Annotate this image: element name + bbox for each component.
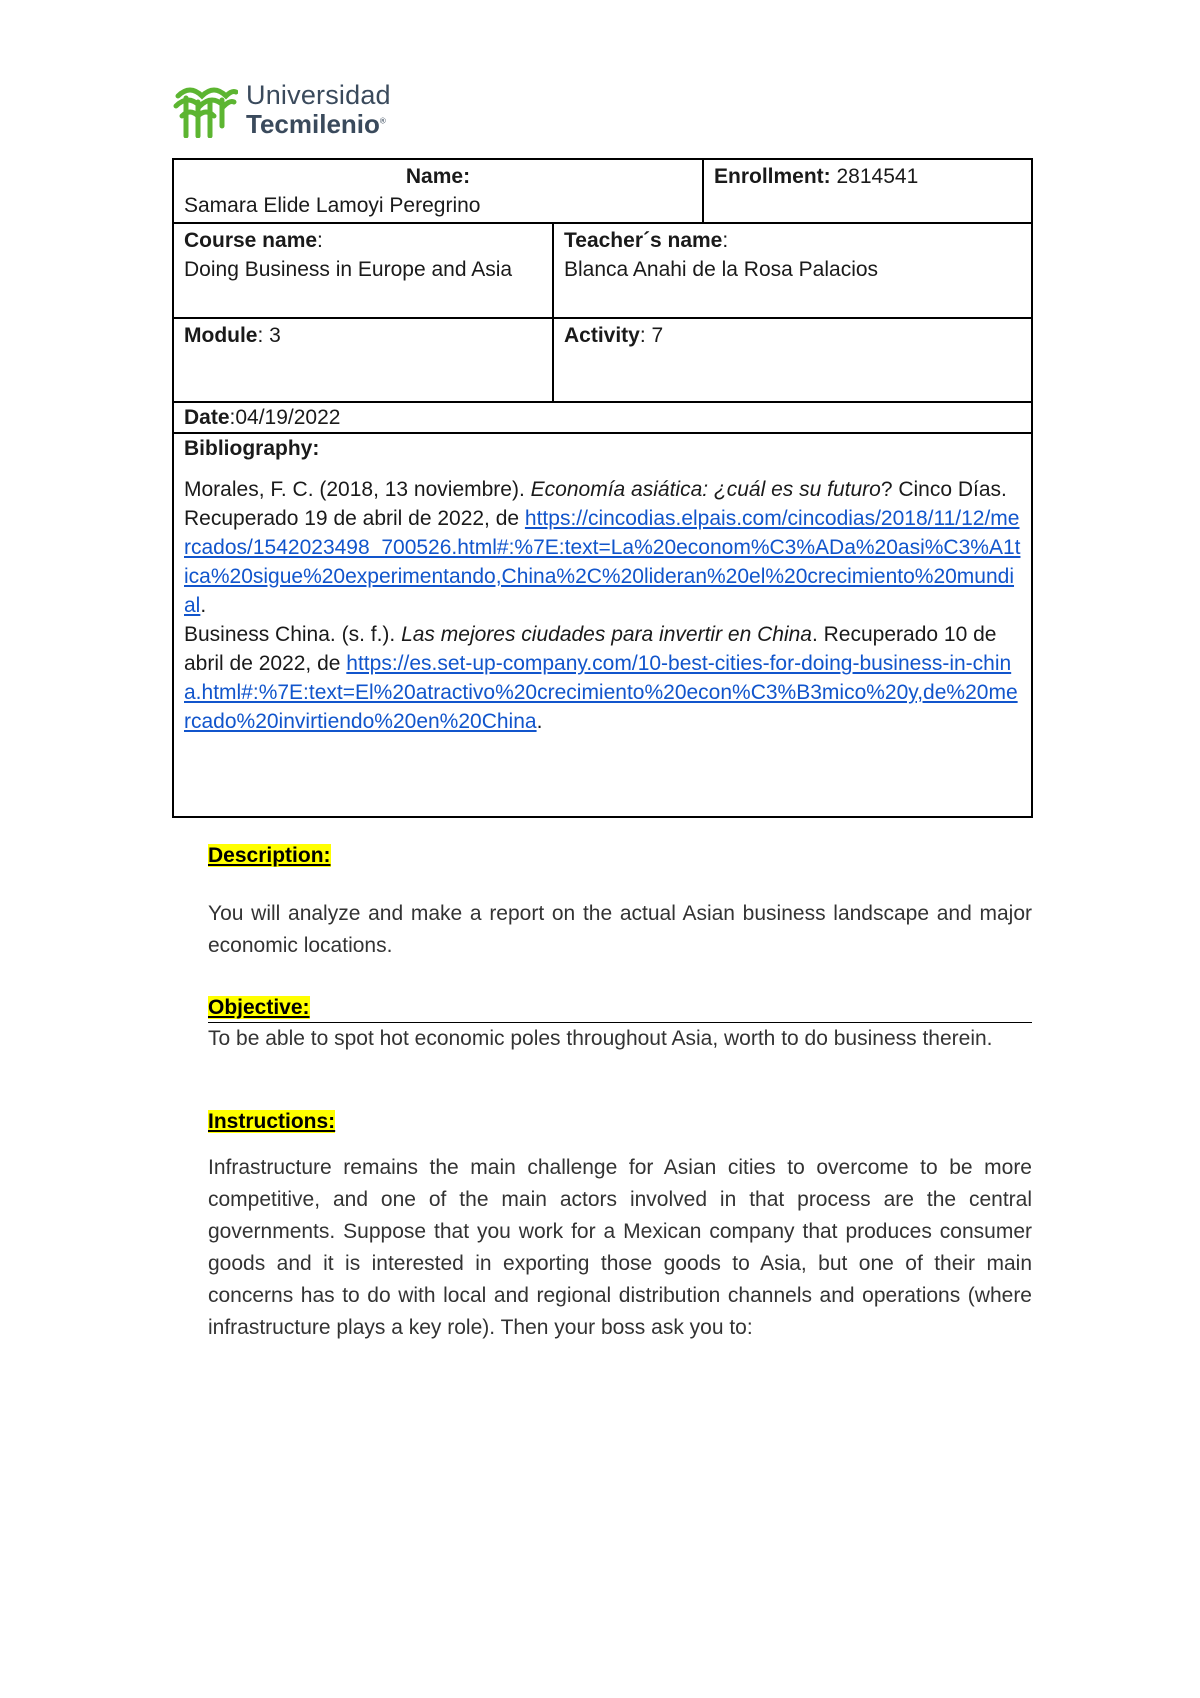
date-label: Date [184,406,230,429]
name-label: Name: [405,165,471,188]
ref2-period: . [536,710,543,733]
instructions-text: Infrastructure remains the main challenge for Asian cities to overcome to be more competitive, and one of the main actors involved in that process are the central governments. Suppose that you work for a Mexican company that produces consumer goods and it is interested in exporting those goods to Asia, but one of their main concerns has to do with local and regional distribution channels and operations (where infrastructure plays a key role). Then your boss ask you to: [208,1156,1032,1339]
activity-cell [554,319,1031,401]
ref1-source: ? Cinco Días. Recuperado 19 de abril de 2022, de [184,478,1007,530]
ref2-link[interactable]: https://es.set-up-company.com/10-best-cities-for-doing-business-in-china.html#:%7E:text=El%20atractivo%20crecimiento%20econ%C3%B3mico%20y,de%20mercado%20invirtiendo%20en%20China [184,652,1018,733]
module-cell [174,319,554,401]
objective-text: To be able to spot hot economic poles throughout Asia, worth to do business therein. [208,1027,993,1050]
teacher-colon: : [722,229,729,252]
table-row-course [174,224,1031,319]
module-value: : 3 [257,324,281,347]
course-colon: : [317,229,323,252]
description-text: You will analyze and make a report on the actual Asian business landscape and major economic locations. [208,902,1032,957]
enrollment-value: 2814541 [830,165,919,188]
teacher-value: Blanca Anahi de la Rosa Palacios [564,258,879,281]
date-cell [174,403,1031,432]
instructions-section [208,1106,1032,1344]
table-row-bibliography [174,434,1031,816]
ref2-title: Las mejores ciudades para invertir en China [401,623,812,646]
logo-line-tecmilenio [246,111,391,137]
objective-heading: Objective: [208,996,310,1019]
activity-label: Activity [564,324,640,347]
course-value: Doing Business in Europe and Asia [184,258,513,281]
table-row-name [174,160,1031,224]
bibliography-entry-business-china [184,620,1021,736]
objective-section [208,994,1032,1055]
ref1-period: . [200,594,207,617]
ref2-author: Business China. (s. f.). [184,623,402,646]
instructions-heading: Instructions: [208,1110,336,1133]
table-row-module [174,319,1031,403]
enrollment-label: Enrollment: [714,165,831,188]
teacher-label: Teacher´s name [564,229,723,252]
description-heading: Description: [208,844,331,867]
tecmilenio-leaf-icon [172,76,238,138]
registered-mark: ® [379,116,386,126]
logo-tecmilenio-text: Tecmilenio [246,109,380,139]
bibliography-entry-morales [184,475,1021,620]
table-row-date [174,403,1031,434]
course-label: Course name [184,229,318,252]
ref1-title: Economía asiática: ¿cuál es su futuro [530,478,881,501]
bibliography-label: Bibliography: [184,437,320,460]
description-section [208,840,1032,962]
teacher-cell [554,224,1031,317]
student-info-table [172,158,1033,818]
name-value: Samara Elide Lamoyi Peregrino [184,194,481,217]
enrollment-cell [704,160,1031,222]
ref2-source: . Recuperado 10 de abril de 2022, de [184,623,997,675]
name-cell [174,160,704,222]
activity-value: : 7 [639,324,664,347]
date-value: :04/19/2022 [229,406,341,429]
logo-line-universidad: Universidad [246,80,391,110]
ref1-link[interactable]: https://cincodias.elpais.com/cincodias/2018/11/12/mercados/1542023498_700526.html#:%7E:text=La%20econom%C3%ADa%20asi%C3%A1tica%20sigue%20experimentando,China%2C%20lideran%20el%20crecimiento%20mundial [184,507,1021,617]
module-label: Module [184,324,258,347]
bibliography-cell [174,434,1031,816]
course-cell [174,224,554,317]
ref1-author: Morales, F. C. (2018, 13 noviembre). [184,478,531,501]
